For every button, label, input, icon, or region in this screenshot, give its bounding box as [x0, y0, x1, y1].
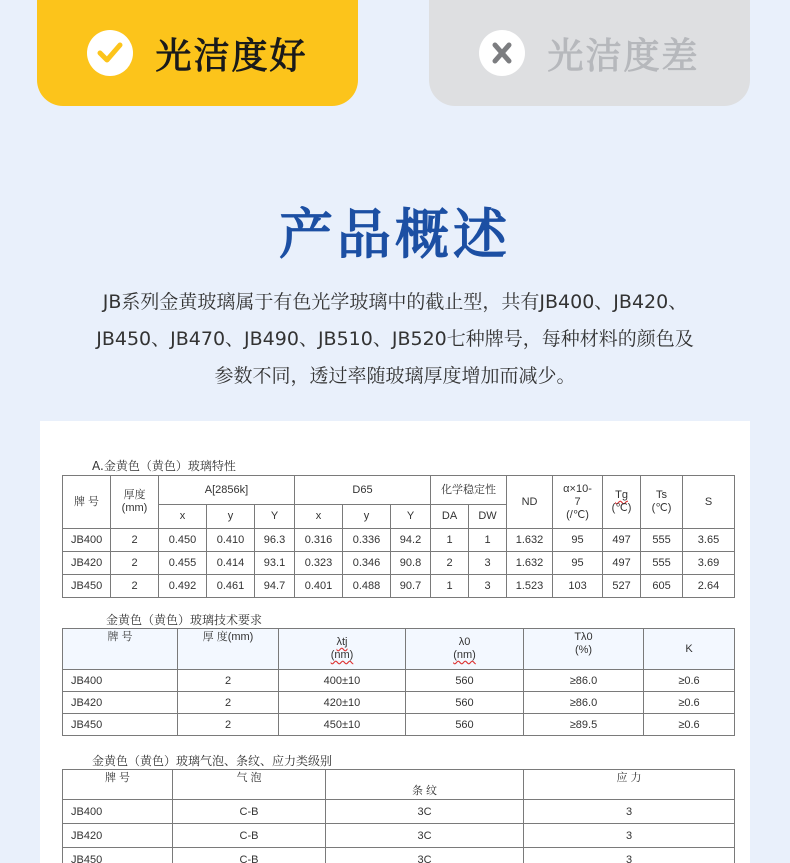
good-finish-label: 光洁度好 [155, 35, 308, 77]
th-d-Y: Y [391, 505, 431, 529]
table-cell: 2 [111, 575, 159, 598]
table-cell: 2 [431, 552, 469, 575]
table-cell: JB450 [63, 848, 173, 863]
table-cell: ≥86.0 [524, 670, 644, 692]
glass-properties-table [62, 475, 735, 598]
table-cell: 3 [469, 575, 507, 598]
table-cell: 103 [553, 575, 603, 598]
th-da: DA [431, 505, 469, 529]
table-cell: 2 [111, 529, 159, 552]
th-alpha: α×10- 7 (/℃) [553, 476, 603, 529]
table-cell: 497 [603, 529, 641, 552]
x-icon [488, 39, 516, 67]
table-cell: 450±10 [279, 714, 406, 736]
table-cell: 90.8 [391, 552, 431, 575]
table-cell: 0.488 [343, 575, 391, 598]
th3-stripe: 条 纹 [326, 770, 524, 800]
table-cell: 0.492 [159, 575, 207, 598]
table-cell: 3.65 [683, 529, 735, 552]
table-cell: 560 [406, 692, 524, 714]
table-cell: 605 [641, 575, 683, 598]
table-cell: 400±10 [279, 670, 406, 692]
table-cell: 3 [469, 552, 507, 575]
bubble-stripe-stress-table [62, 769, 735, 863]
table-cell: 96.3 [255, 529, 295, 552]
th-d-y: y [343, 505, 391, 529]
th3-bubble: 气 泡 [173, 770, 326, 800]
table-cell: ≥89.5 [524, 714, 644, 736]
table-row [63, 848, 735, 863]
table-cell: 94.2 [391, 529, 431, 552]
table-cell: 555 [641, 529, 683, 552]
good-finish-card [37, 0, 358, 106]
tech-requirements-table [62, 628, 735, 736]
table-cell: 3C [326, 824, 524, 848]
th2-lambda0 [406, 629, 524, 670]
check-icon [95, 38, 125, 68]
bad-finish-card [429, 0, 750, 106]
table-cell: 560 [406, 670, 524, 692]
lambda0-label: λ0 [458, 636, 471, 648]
table-cell: JB420 [63, 692, 178, 714]
table-cell: ≥0.6 [644, 714, 735, 736]
th2-brand: 牌 号 [63, 629, 178, 670]
table-cell: 1.632 [507, 529, 553, 552]
table-cell: ≥0.6 [644, 670, 735, 692]
table-cell: 0.336 [343, 529, 391, 552]
table-cell: C-B [173, 824, 326, 848]
table-cell: JB400 [63, 670, 178, 692]
table-row [63, 714, 735, 736]
th-tg [603, 476, 641, 529]
table-cell: 0.450 [159, 529, 207, 552]
table-cell: 3C [326, 800, 524, 824]
overview-line: JB450、JB470、JB490、JB510、JB520七种牌号，每种材料的颜色及 [96, 328, 694, 350]
table-cell: C-B [173, 800, 326, 824]
table-row [63, 670, 735, 692]
overview-paragraph [60, 284, 730, 395]
bad-finish-label: 光洁度差 [547, 35, 700, 77]
table-cell: JB450 [63, 714, 178, 736]
tg-unit: (℃) [611, 502, 632, 514]
table-row [63, 529, 735, 552]
table-cell: 560 [406, 714, 524, 736]
table-cell: 1.523 [507, 575, 553, 598]
table-row [63, 575, 735, 598]
th-nd: ND [507, 476, 553, 529]
table1-body [63, 529, 735, 598]
table-cell: 95 [553, 529, 603, 552]
table-cell: JB420 [63, 824, 173, 848]
th-d-x: x [295, 505, 343, 529]
table-cell: 555 [641, 552, 683, 575]
table-cell: 2 [178, 692, 279, 714]
lambda-t-unit: (nm) [330, 649, 354, 661]
th2-lambda-t [279, 629, 406, 670]
th-chem: 化学稳定性 [431, 476, 507, 505]
th3-stress: 应 力 [524, 770, 735, 800]
table2-body [63, 670, 735, 736]
table-cell: 3.69 [683, 552, 735, 575]
table-row [63, 692, 735, 714]
th-a-x: x [159, 505, 207, 529]
table3-body [63, 800, 735, 863]
th2-tau: Tλ0 (%) [524, 629, 644, 670]
table-cell: 3 [524, 800, 735, 824]
lambda0-unit: (nm) [453, 649, 476, 661]
table-cell: 0.316 [295, 529, 343, 552]
table-cell: 3 [524, 824, 735, 848]
th3-brand: 牌 号 [63, 770, 173, 800]
table-cell: JB400 [63, 529, 111, 552]
table-cell: JB400 [63, 800, 173, 824]
table-cell: 1 [469, 529, 507, 552]
table-row [63, 552, 735, 575]
table-cell: 497 [603, 552, 641, 575]
table-cell: 0.414 [207, 552, 255, 575]
th-dw: DW [469, 505, 507, 529]
table2-caption: 金黄色（黄色）玻璃技术要求 [106, 613, 263, 627]
th-s: S [683, 476, 735, 529]
th-ts: Ts (℃) [641, 476, 683, 529]
check-badge [87, 30, 133, 76]
th2-k: K [644, 629, 735, 670]
th-d65: D65 [295, 476, 431, 505]
table-cell: 2 [111, 552, 159, 575]
table-cell: 3 [524, 848, 735, 863]
table-cell: 0.461 [207, 575, 255, 598]
table3-caption: 金黄色（黄色）玻璃气泡、条纹、应力类级别 [92, 754, 333, 768]
spec-sheet [40, 421, 750, 863]
table-cell: 0.410 [207, 529, 255, 552]
table-cell: 527 [603, 575, 641, 598]
table-cell: 1 [431, 575, 469, 598]
overview-line: 参数不同，透过率随玻璃厚度增加而减少。 [214, 365, 576, 387]
table-cell: ≥86.0 [524, 692, 644, 714]
table-cell: 94.7 [255, 575, 295, 598]
table-row [63, 800, 735, 824]
table-cell: 1 [431, 529, 469, 552]
table-cell: ≥0.6 [644, 692, 735, 714]
table-cell: 0.323 [295, 552, 343, 575]
table-cell: C-B [173, 848, 326, 863]
table-cell: 2.64 [683, 575, 735, 598]
x-badge [479, 30, 525, 76]
table-cell: JB450 [63, 575, 111, 598]
table-cell: 93.1 [255, 552, 295, 575]
th-a2856: A[2856k] [159, 476, 295, 505]
table-cell: 2 [178, 714, 279, 736]
overview-line: JB系列金黄玻璃属于有色光学玻璃中的截止型，共有JB400、JB420、 [102, 291, 688, 313]
lambda-t-label: λtj [336, 636, 348, 648]
th-thickness: 厚度 (mm) [111, 476, 159, 529]
table-cell: 1.632 [507, 552, 553, 575]
table-cell: 3C [326, 848, 524, 863]
table-cell: 95 [553, 552, 603, 575]
th-a-Y: Y [255, 505, 295, 529]
table-cell: 420±10 [279, 692, 406, 714]
tg-label: Tg [615, 489, 628, 501]
th-brand: 牌 号 [63, 476, 111, 529]
table-cell: 90.7 [391, 575, 431, 598]
table-cell: JB420 [63, 552, 111, 575]
th2-thickness: 厚 度(mm) [178, 629, 279, 670]
table1-caption: A.金黄色（黄色）玻璃特性 [92, 459, 236, 473]
table-cell: 0.401 [295, 575, 343, 598]
th-a-y: y [207, 505, 255, 529]
table-cell: 0.346 [343, 552, 391, 575]
table-row [63, 824, 735, 848]
section-title: 产品概述 [279, 203, 511, 266]
table-cell: 0.455 [159, 552, 207, 575]
table-cell: 2 [178, 670, 279, 692]
